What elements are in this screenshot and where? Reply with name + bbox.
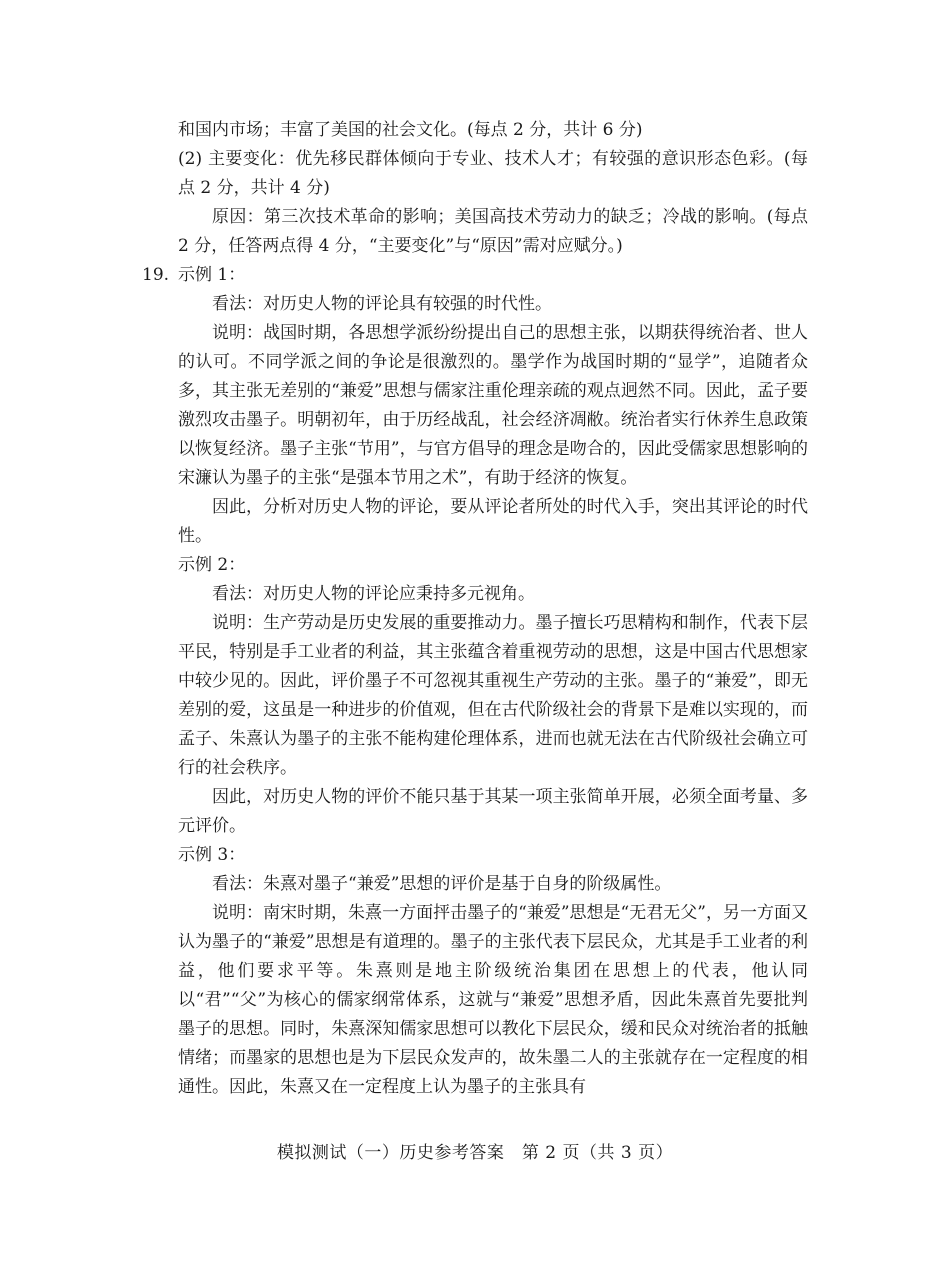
example-2-conclusion: 因此，对历史人物的评价不能只基于其某一项主张简单开展，必须全面考量、多元评价。: [178, 787, 808, 836]
example-3-view: 看法：朱熹对墨子“兼爱”思想的评价是基于自身的阶级属性。: [212, 874, 672, 894]
paragraph-p3: 原因：第三次技术革命的影响；美国高技术劳动力的缺乏；冷战的影响。(每点 2 分，任答两点得 4 分，“主要变化”与“原因”需对应赋分。): [178, 207, 808, 256]
example-1-conclusion: 因此，分析对历史人物的评论，要从评论者所处的时代入手，突出其评论的时代性。: [178, 497, 808, 546]
example-3-title: 示例 3：: [178, 845, 246, 865]
example-1-explanation: 说明：战国时期，各思想学派纷纷提出自己的思想主张，以期获得统治者、世人的认可。不同学派之间的争论是很激烈的。墨学作为战国时期的“显学”，追随者众多，其主张无差别的“兼爱”思想与儒家注重伦理亲疏的观点迥然不同。因此，孟子要激烈攻击墨子。明朝初年，由于历经战乱，社会经济凋敝。统治者实行休养生息政策以恢复经济。墨子主张“节用”，与官方倡导的理念是吻合的，因此受儒家思想影响的宋濂认为墨子的主张“是强本节用之术”，有助于经济的恢复。: [178, 323, 808, 488]
paragraph-p2: (2) 主要变化：优先移民群体倾向于专业、技术人才；有较强的意识形态色彩。(每点 2 分，共计 4 分): [178, 149, 808, 198]
question-19: [142, 261, 808, 290]
example-3-explanation: 说明：南宋时期，朱熹一方面抨击墨子的“兼爱”思想是“无君无父”，另一方面又认为墨子的“兼爱”思想是有道理的。墨子的主张代表下层民众，尤其是手工业者的利益，他们要求平等。朱熹则是地主阶级统治集团在思想上的代表，他认同以“君”“父”为核心的儒家纲常体系，这就与“兼爱”思想矛盾，因此朱熹首先要批判墨子的思想。同时，朱熹深知儒家思想可以教化下层民众，缓和民众对统治者的抵触情绪；而墨家的思想也是为下层民众发声的，故朱墨二人的主张就存在一定程度的相通性。因此，朱熹又在一定程度上认为墨子的主张具有: [178, 903, 808, 1097]
example-1-title: 示例 1：: [178, 265, 246, 285]
example-2-view: 看法：对历史人物的评论应秉持多元视角。: [212, 584, 535, 604]
question-number: 19.: [142, 265, 170, 285]
page-footer: 模拟测试（一）历史参考答案 第 2 页（共 3 页）: [276, 1143, 674, 1163]
example-2-explanation: 说明：生产劳动是历史发展的重要推动力。墨子擅长巧思精构和制作，代表下层平民，特别是手工业者的利益，其主张蕴含着重视劳动的思想，这是中国古代思想家中较少见的。因此，评价墨子不可忽视其重视生产劳动的主张。墨子的“兼爱”，即无差别的爱，这虽是一种进步的价值观，但在古代阶级社会的背景下是难以实现的，而孟子、朱熹认为墨子的主张不能构建伦理体系，进而也就无法在古代阶级社会确立可行的社会秩序。: [178, 613, 808, 778]
answer-content: [142, 116, 808, 1102]
example-2-title: 示例 2：: [178, 555, 246, 575]
example-1-view: 看法：对历史人物的评论具有较强的时代性。: [212, 294, 552, 314]
paragraph-p1: 和国内市场；丰富了美国的社会文化。(每点 2 分，共计 6 分): [178, 120, 643, 140]
